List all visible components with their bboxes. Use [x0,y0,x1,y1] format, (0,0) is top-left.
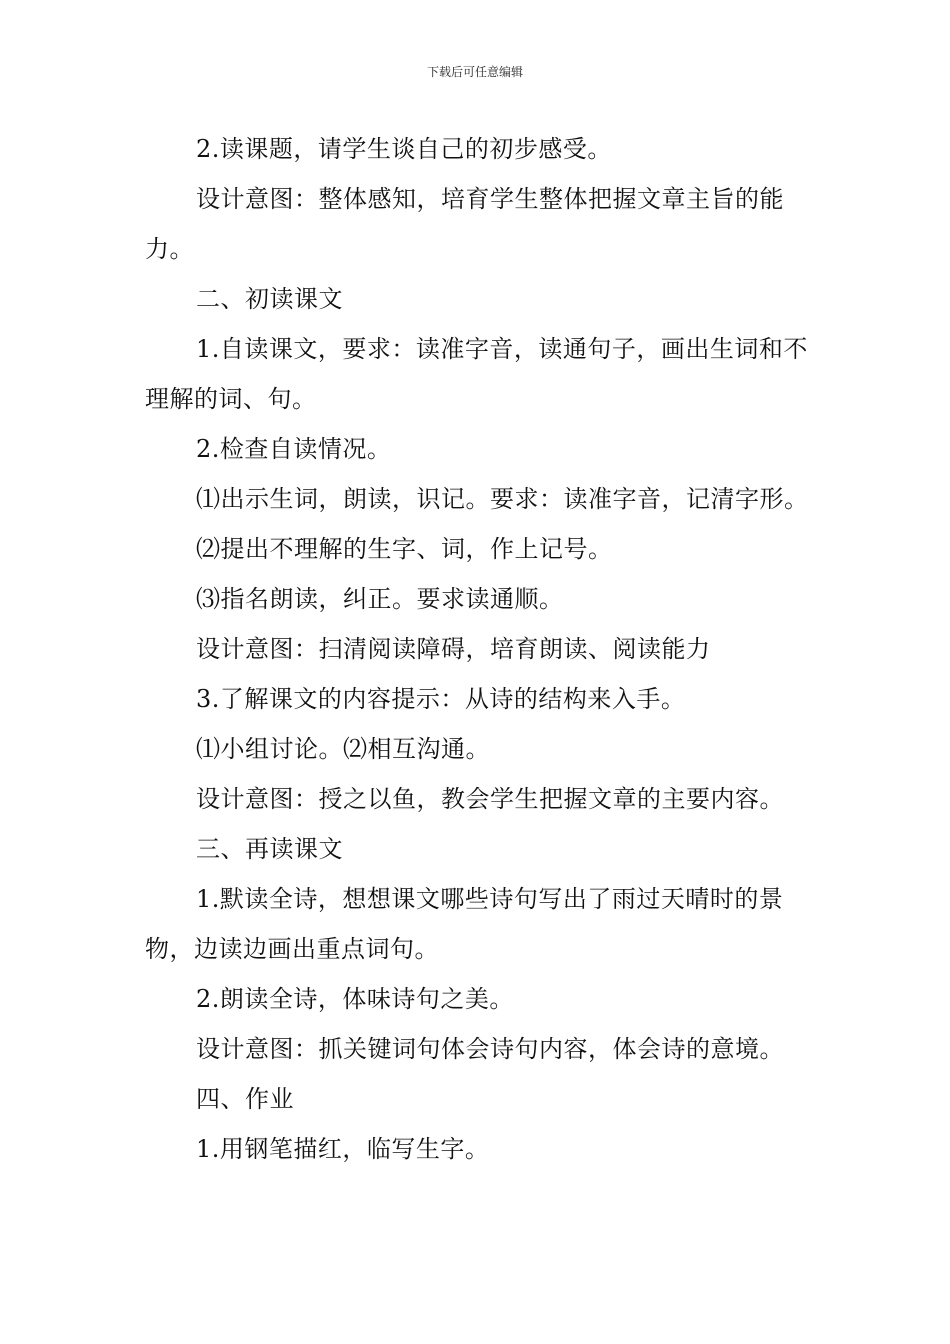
paragraph: 1.默读全诗，想想课文哪些诗句写出了雨过天晴时的景物，边读边画出重点词句。 [145,885,784,963]
paragraph: ⑴小组讨论。⑵相互沟通。 [196,735,490,763]
paragraph: 设计意图：授之以鱼，教会学生把握文章的主要内容。 [196,785,784,813]
paragraph: ⑶指名朗读，纠正。要求读通顺。 [196,585,564,613]
section-heading: 四、作业 [196,1085,294,1113]
section-heading: 三、再读课文 [196,835,343,863]
paragraph: 3.了解课文的内容提示：从诗的结构来入手。 [196,685,686,713]
document-body [145,124,810,1174]
paragraph: 1.自读课文，要求：读准字音，读通句子，画出生词和不理解的词、句。 [145,335,808,413]
paragraph: ⑵提出不理解的生字、词，作上记号。 [196,535,613,563]
paragraph: 设计意图：抓关键词句体会诗句内容，体会诗的意境。 [196,1035,784,1063]
paragraph: 设计意图：整体感知，培育学生整体把握文章主旨的能力。 [145,185,784,263]
paragraph: 设计意图：扫清阅读障碍，培育朗读、阅读能力 [196,635,711,663]
paragraph: 2.朗读全诗，体味诗句之美。 [196,985,514,1013]
paragraph: 2.检查自读情况。 [196,435,392,463]
page-header-note: 下载后可任意编辑 [426,65,523,79]
paragraph: 2.读课题，请学生谈自己的初步感受。 [196,135,612,163]
section-heading: 二、初读课文 [196,285,343,313]
paragraph: 1.用钢笔描红，临写生字。 [196,1135,490,1163]
paragraph: ⑴出示生词，朗读，识记。要求：读准字音，记清字形。 [196,485,809,513]
